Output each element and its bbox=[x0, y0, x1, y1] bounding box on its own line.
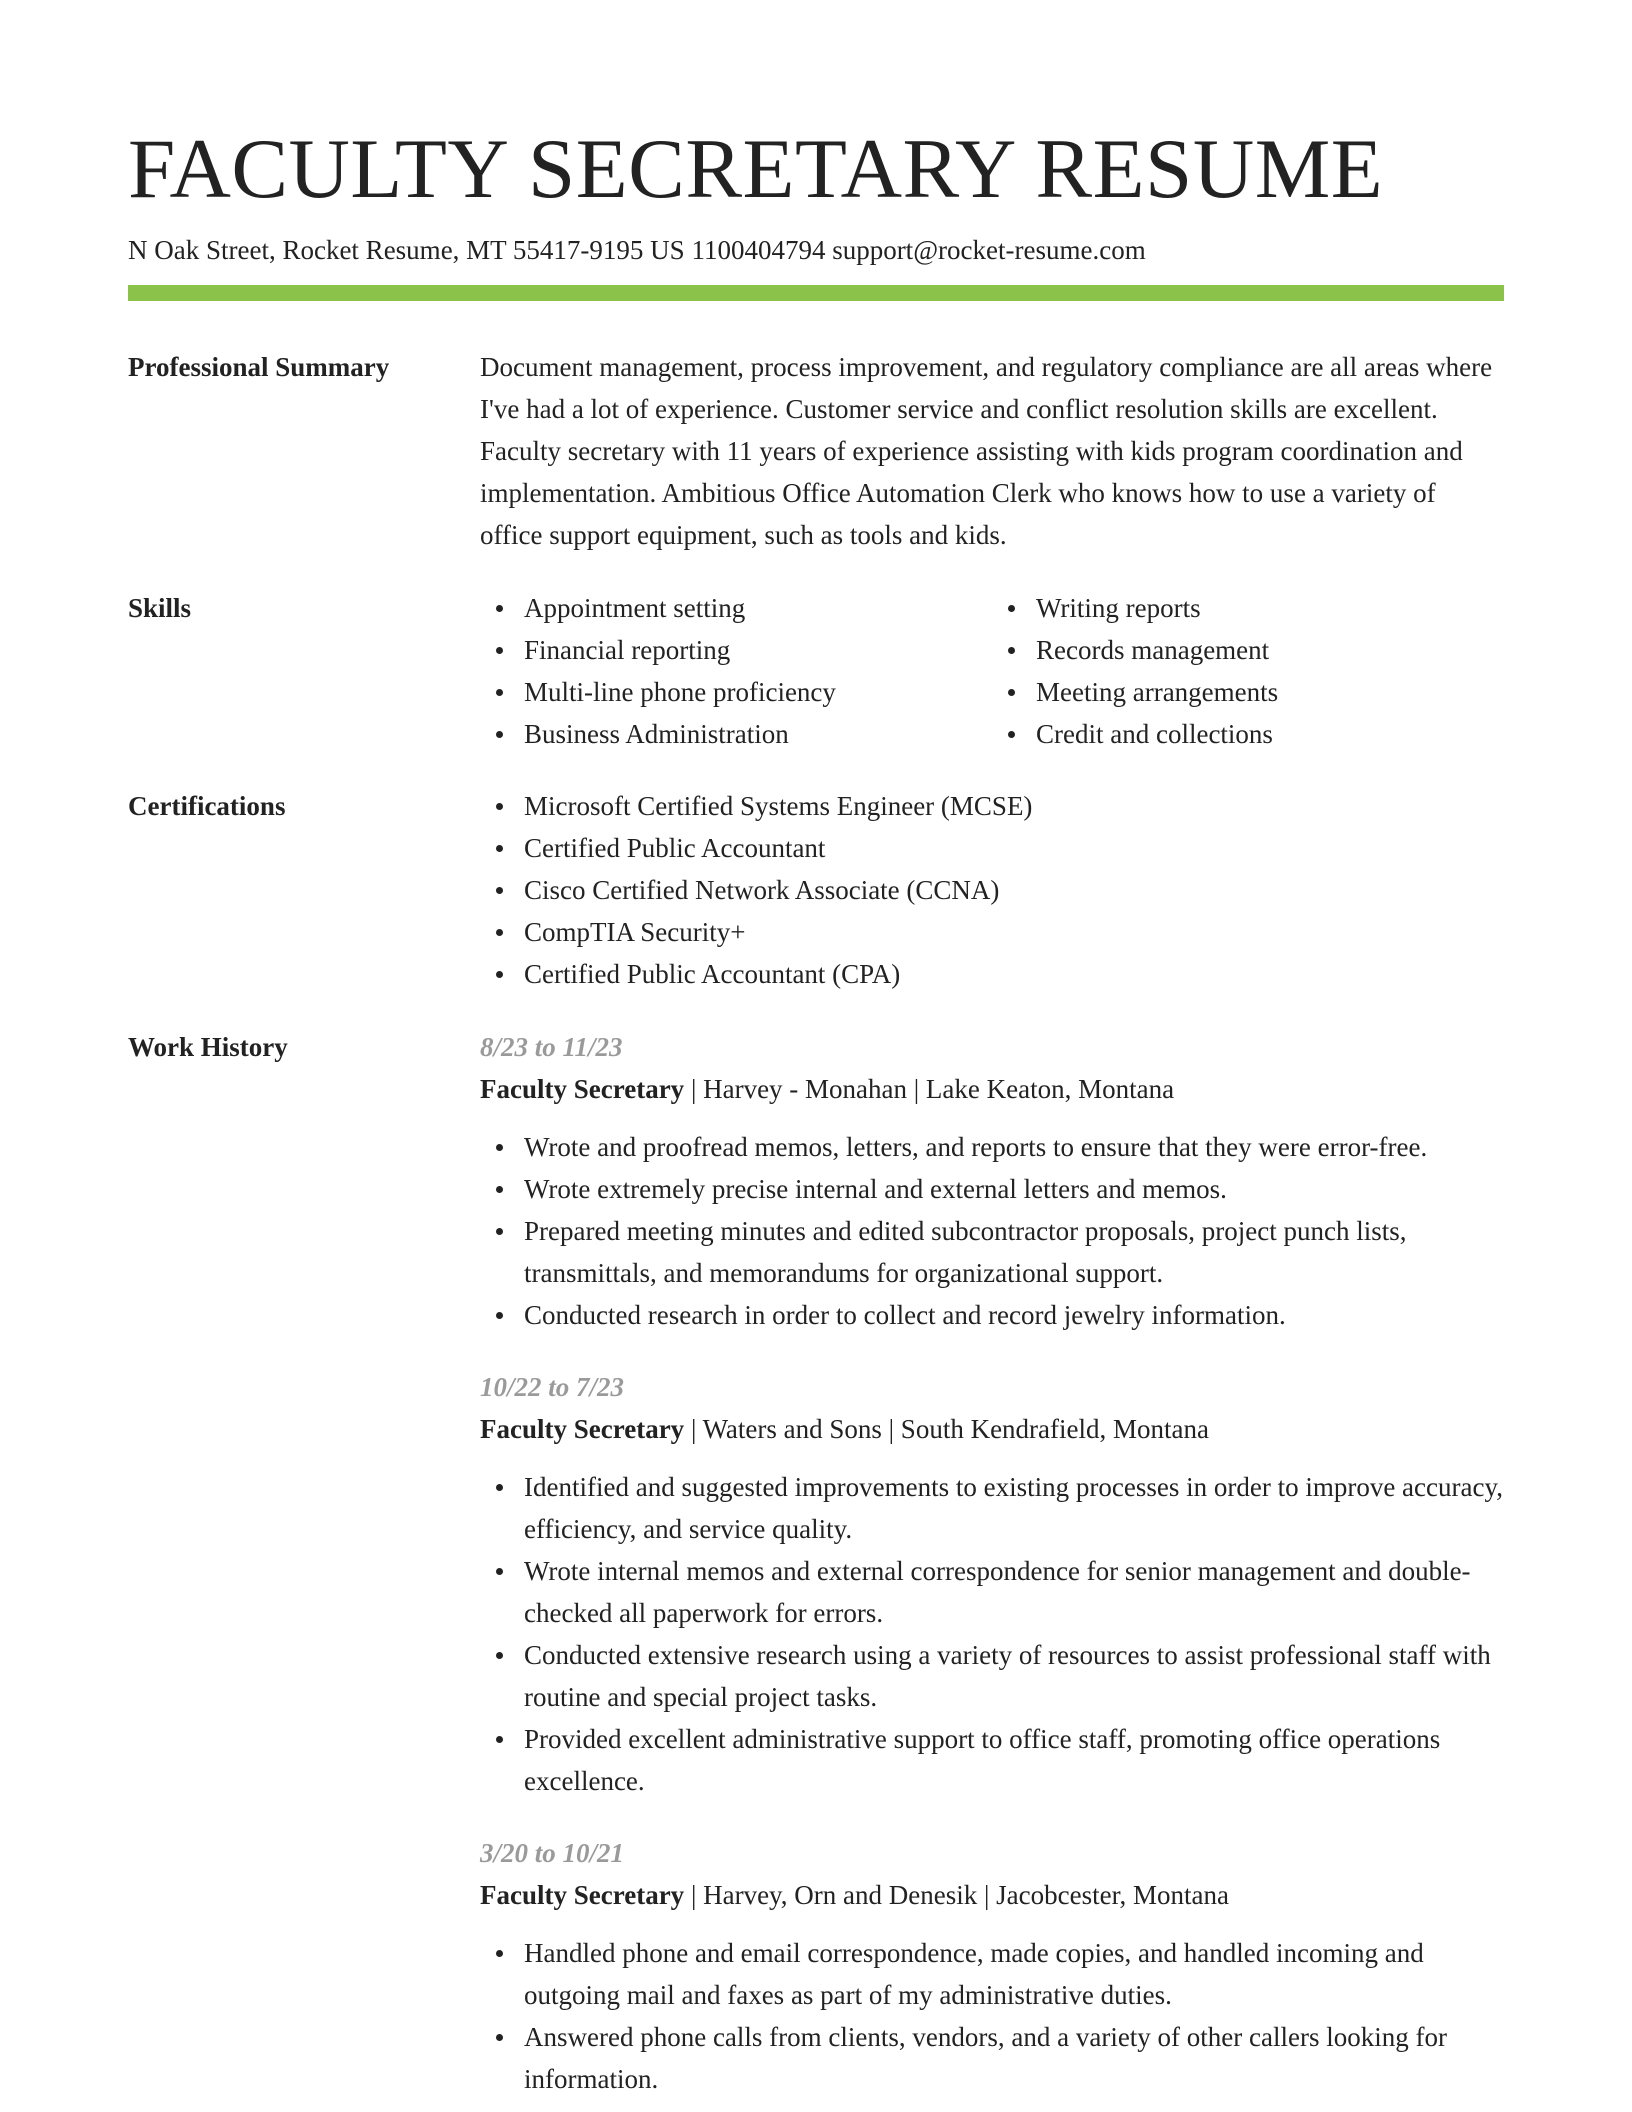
job-bullets bbox=[480, 1466, 1504, 1802]
contact-line: N Oak Street, Rocket Resume, MT 55417-9195 US 1100404794 support@rocket-resume.com bbox=[128, 235, 1146, 265]
certifications-label: Certifications bbox=[128, 791, 286, 821]
skill-item: Multi-line phone proficiency bbox=[524, 671, 992, 713]
job-bullets bbox=[480, 1932, 1504, 2100]
certification-item: Microsoft Certified Systems Engineer (MCSE) bbox=[524, 785, 1504, 827]
skill-item: Appointment setting bbox=[524, 587, 992, 629]
job-bullet: Handled phone and email correspondence, made copies, and handled incoming and outgoing mail and faxes as part of my administrative duties. bbox=[524, 1932, 1504, 2016]
skill-item: Business Administration bbox=[524, 713, 992, 755]
job-bullet: Conducted extensive research using a variety of resources to assist professional staff with routine and special project tasks. bbox=[524, 1634, 1504, 1718]
skills-label: Skills bbox=[128, 593, 192, 623]
job-heading bbox=[480, 1068, 1504, 1110]
job-bullet: Wrote extremely precise internal and external letters and memos. bbox=[524, 1168, 1504, 1210]
job-bullet: Provided excellent administrative support to office staff, promoting office operations excellence. bbox=[524, 1718, 1504, 1802]
work-history-label: Work History bbox=[128, 1032, 288, 1062]
job-bullet: Wrote and proofread memos, letters, and reports to ensure that they were error-free. bbox=[524, 1126, 1504, 1168]
job-bullet: Conducted research in order to collect and record jewelry information. bbox=[524, 1294, 1504, 1336]
job-title: Faculty Secretary bbox=[480, 1880, 685, 1910]
skill-item: Writing reports bbox=[1036, 587, 1504, 629]
summary-text: Document management, process improvement, and regulatory compliance are all areas where I've had a lot of experience. Customer service and conflict resolution skills are excellent. Faculty secretary with 11 years of experience assisting with kids program coordination and implementation. Ambitious Office Automation Clerk who knows how to use a variety of office support equipment, such as tools and kids. bbox=[480, 352, 1493, 550]
certification-item: Cisco Certified Network Associate (CCNA) bbox=[524, 869, 1504, 911]
job-entry bbox=[480, 1026, 1504, 1336]
job-title: Faculty Secretary bbox=[480, 1074, 685, 1104]
skill-item: Records management bbox=[1036, 629, 1504, 671]
skill-item: Meeting arrangements bbox=[1036, 671, 1504, 713]
skills-list-right bbox=[992, 587, 1504, 755]
skills-list-left bbox=[480, 587, 992, 755]
job-heading bbox=[480, 1408, 1504, 1450]
job-title: Faculty Secretary bbox=[480, 1414, 685, 1444]
job-dates: 10/22 to 7/23 bbox=[480, 1372, 625, 1402]
job-details: | Harvey - Monahan | Lake Keaton, Montana bbox=[684, 1074, 1175, 1104]
job-entry bbox=[480, 1366, 1504, 1802]
job-details: | Waters and Sons | South Kendrafield, Montana bbox=[684, 1414, 1209, 1444]
job-dates: 3/20 to 10/21 bbox=[480, 1838, 625, 1868]
resume-title: FACULTY SECRETARY RESUME bbox=[128, 122, 1384, 216]
job-dates: 8/23 to 11/23 bbox=[480, 1032, 623, 1062]
job-bullet: Prepared meeting minutes and edited subcontractor proposals, project punch lists, transmittals, and memorandums for organizational support. bbox=[524, 1210, 1504, 1294]
accent-divider bbox=[128, 285, 1504, 301]
certification-item: Certified Public Accountant (CPA) bbox=[524, 953, 1504, 995]
job-heading bbox=[480, 1874, 1504, 1916]
job-details: | Harvey, Orn and Denesik | Jacobcester, Montana bbox=[684, 1880, 1229, 1910]
job-bullet: Identified and suggested improvements to existing processes in order to improve accuracy, efficiency, and service quality. bbox=[524, 1466, 1504, 1550]
job-bullets bbox=[480, 1126, 1504, 1336]
job-bullet: Answered phone calls from clients, vendors, and a variety of other callers looking for information. bbox=[524, 2016, 1504, 2100]
certification-item: Certified Public Accountant bbox=[524, 827, 1504, 869]
skill-item: Financial reporting bbox=[524, 629, 992, 671]
job-entry bbox=[480, 1832, 1504, 2100]
skill-item: Credit and collections bbox=[1036, 713, 1504, 755]
summary-label: Professional Summary bbox=[128, 352, 390, 382]
job-bullet: Wrote internal memos and external correspondence for senior management and double-checked all paperwork for errors. bbox=[524, 1550, 1504, 1634]
certifications-list bbox=[480, 785, 1504, 995]
certification-item: CompTIA Security+ bbox=[524, 911, 1504, 953]
